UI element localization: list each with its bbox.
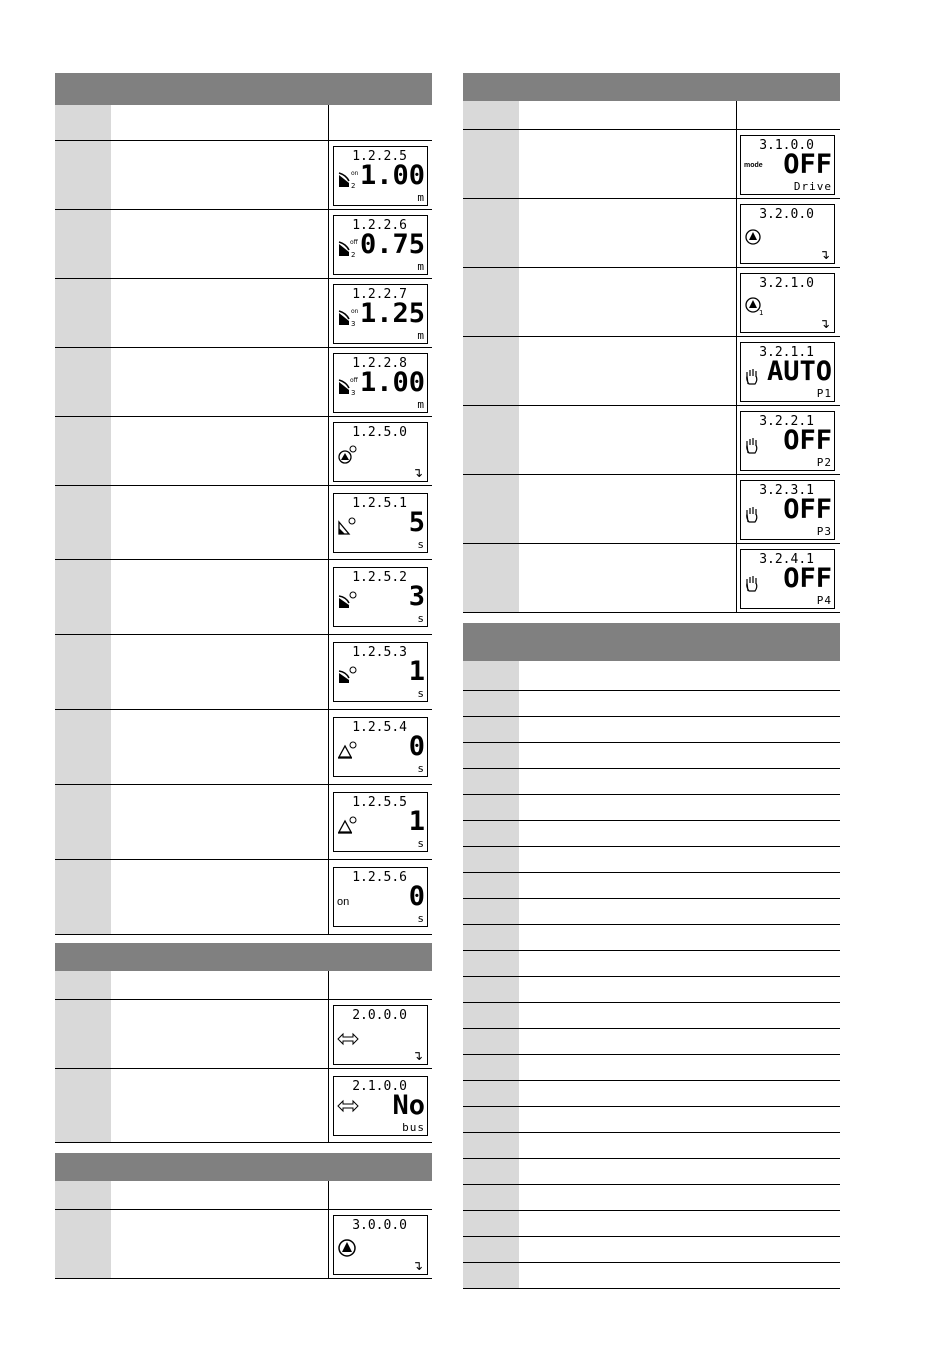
table-subheader [55, 105, 432, 141]
table-row [463, 1211, 840, 1237]
table-row [463, 1003, 840, 1029]
menu-code: 3.2.0.0 [759, 207, 814, 222]
menu-value: 0.75 [359, 229, 425, 260]
table-row [463, 406, 840, 475]
menu-code: 1.2.2.7 [352, 287, 407, 302]
table-row [463, 1055, 840, 1081]
submenu-arrow-icon: ↴ [412, 1258, 423, 1273]
bus-arrows-icon [337, 1099, 359, 1119]
table-header [55, 73, 432, 105]
table-row [55, 210, 432, 279]
menu-unit: P4 [816, 594, 832, 607]
menu-code: 1.2.5.1 [352, 496, 407, 511]
table-row [55, 1210, 432, 1279]
menu-code: 3.2.2.1 [759, 414, 814, 429]
pump-icon [744, 227, 766, 247]
menu-value: OFF [783, 425, 832, 456]
float-timer-icon [337, 590, 359, 610]
table-row [463, 1237, 840, 1263]
menu-code: 1.2.2.8 [352, 356, 407, 371]
menu-code: 1.2.5.0 [352, 425, 407, 440]
svg-text:3: 3 [351, 389, 356, 396]
right-table-1 [463, 73, 840, 613]
lcd-display [333, 567, 428, 627]
svg-text:3: 3 [351, 320, 356, 327]
lcd-display [740, 549, 835, 609]
menu-value: OFF [783, 149, 832, 180]
level-timer-icon [337, 516, 359, 536]
lcd-display [333, 353, 428, 413]
svg-text:1: 1 [759, 309, 764, 316]
table-row [55, 486, 432, 560]
table-header [55, 1153, 432, 1181]
table-row [463, 717, 840, 743]
table-row [55, 1069, 432, 1143]
menu-value: 3 [408, 581, 425, 612]
menu-value: No [392, 1090, 425, 1121]
hand-icon [744, 436, 766, 456]
svg-text:off: off [350, 239, 358, 246]
menu-unit: P2 [816, 456, 832, 469]
menu-code: 3.2.1.1 [759, 345, 814, 360]
menu-unit: bus [402, 1121, 425, 1134]
table-row [463, 1263, 840, 1289]
float-switch-on-3-icon [337, 307, 359, 327]
lcd-display [333, 1005, 428, 1065]
menu-code: 2.0.0.0 [352, 1008, 407, 1023]
table-row [463, 769, 840, 795]
svg-text:off: off [350, 377, 358, 384]
menu-code: 1.2.2.5 [352, 149, 407, 164]
menu-code: 1.2.5.2 [352, 570, 407, 585]
lcd-display [740, 204, 835, 264]
table-row [463, 1029, 840, 1055]
table-row [463, 821, 840, 847]
submenu-arrow-icon: ↴ [819, 247, 830, 262]
menu-unit: s [417, 687, 425, 700]
table-row [463, 337, 840, 406]
menu-unit: s [417, 762, 425, 775]
menu-value: 1 [408, 806, 425, 837]
on-label: on [337, 896, 350, 908]
lcd-display [333, 792, 428, 852]
hand-icon [744, 505, 766, 525]
table-row [463, 1107, 840, 1133]
lcd-display [740, 480, 835, 540]
lcd-display [333, 422, 428, 482]
menu-value: 1.00 [359, 160, 425, 191]
float-timer-icon [337, 665, 359, 685]
table-row [463, 977, 840, 1003]
lcd-display [333, 1076, 428, 1136]
svg-text:on: on [351, 170, 359, 177]
table-row [55, 860, 432, 935]
left-table-2 [55, 943, 432, 1143]
lcd-display [333, 146, 428, 206]
lcd-display [740, 411, 835, 471]
menu-value: OFF [783, 563, 832, 594]
menu-unit: s [417, 612, 425, 625]
left-table-3 [55, 1153, 432, 1279]
menu-code: 1.2.5.3 [352, 645, 407, 660]
lcd-display [333, 215, 428, 275]
menu-unit: Drive [793, 180, 832, 193]
table-row [463, 951, 840, 977]
menu-unit: s [417, 538, 425, 551]
float-switch-off-3-icon [337, 376, 359, 396]
mode-label: mode [744, 162, 763, 169]
lcd-display [333, 867, 428, 927]
table-row [463, 199, 840, 268]
table-subheader [463, 101, 840, 130]
table-row [55, 417, 432, 486]
menu-code: 1.2.5.4 [352, 720, 407, 735]
menu-value: 5 [408, 507, 425, 538]
lcd-display [333, 717, 428, 777]
table-row [55, 710, 432, 785]
submenu-arrow-icon: ↴ [819, 316, 830, 331]
menu-code: 1.2.5.6 [352, 870, 407, 885]
table-row [463, 691, 840, 717]
lcd-display [333, 642, 428, 702]
table-row [463, 130, 840, 199]
table-row [463, 661, 840, 691]
table-row [55, 279, 432, 348]
lcd-display [740, 135, 835, 195]
svg-text:2: 2 [351, 182, 356, 189]
pump-icon [337, 1238, 359, 1258]
menu-code: 3.2.1.0 [759, 276, 814, 291]
right-table-2 [463, 623, 840, 1289]
menu-unit: s [417, 837, 425, 850]
lcd-display [333, 1215, 428, 1275]
menu-value: AUTO [766, 356, 832, 387]
lcd-display [740, 273, 835, 333]
menu-value: 1.00 [359, 367, 425, 398]
float-switch-off-2-icon [337, 238, 359, 258]
menu-unit: P3 [816, 525, 832, 538]
lcd-display [333, 284, 428, 344]
table-row [463, 795, 840, 821]
table-row [463, 1185, 840, 1211]
pump-timer-icon [337, 445, 359, 465]
hand-icon [744, 574, 766, 594]
lcd-display [740, 342, 835, 402]
menu-code: 3.1.0.0 [759, 138, 814, 153]
table-row [463, 925, 840, 951]
alarm-timer-icon [337, 740, 359, 760]
table-subheader [55, 971, 432, 1000]
pump-1-icon [744, 296, 766, 316]
menu-code: 2.1.0.0 [352, 1079, 407, 1094]
float-switch-on-2-icon [337, 169, 359, 189]
menu-unit: m [417, 260, 425, 273]
svg-text:2: 2 [351, 251, 356, 258]
table-row [55, 785, 432, 860]
table-row [463, 1159, 840, 1185]
table-row [463, 847, 840, 873]
submenu-arrow-icon: ↴ [412, 465, 423, 480]
table-header [55, 943, 432, 971]
menu-unit: m [417, 329, 425, 342]
menu-code: 1.2.5.5 [352, 795, 407, 810]
menu-unit: P1 [816, 387, 832, 400]
svg-text:on: on [351, 308, 359, 315]
table-row [463, 475, 840, 544]
table-row [55, 1000, 432, 1069]
menu-unit: m [417, 191, 425, 204]
menu-code: 1.2.2.6 [352, 218, 407, 233]
left-table-1 [55, 73, 432, 935]
table-row [55, 348, 432, 417]
menu-unit: m [417, 398, 425, 411]
table-row [463, 899, 840, 925]
table-header [463, 623, 840, 661]
submenu-arrow-icon: ↴ [412, 1048, 423, 1063]
lcd-display [333, 493, 428, 553]
menu-value: 0 [408, 881, 425, 912]
hand-icon [744, 367, 766, 387]
simple-rows [463, 661, 840, 1289]
table-row [463, 268, 840, 337]
menu-value: 1 [408, 656, 425, 687]
menu-code: 3.2.3.1 [759, 483, 814, 498]
alarm-timer-icon [337, 815, 359, 835]
menu-value: OFF [783, 494, 832, 525]
menu-unit: s [417, 912, 425, 925]
table-row [463, 1081, 840, 1107]
menu-code: 3.0.0.0 [352, 1218, 407, 1233]
menu-code: 3.2.4.1 [759, 552, 814, 567]
table-row [463, 873, 840, 899]
table-row [55, 560, 432, 635]
table-row [463, 743, 840, 769]
table-subheader [55, 1181, 432, 1210]
table-row [463, 1133, 840, 1159]
table-row [55, 141, 432, 210]
menu-value: 0 [408, 731, 425, 762]
menu-value: 1.25 [359, 298, 425, 329]
table-row [55, 635, 432, 710]
table-header [463, 73, 840, 101]
table-row [463, 544, 840, 613]
bus-arrows-icon [337, 1032, 359, 1052]
